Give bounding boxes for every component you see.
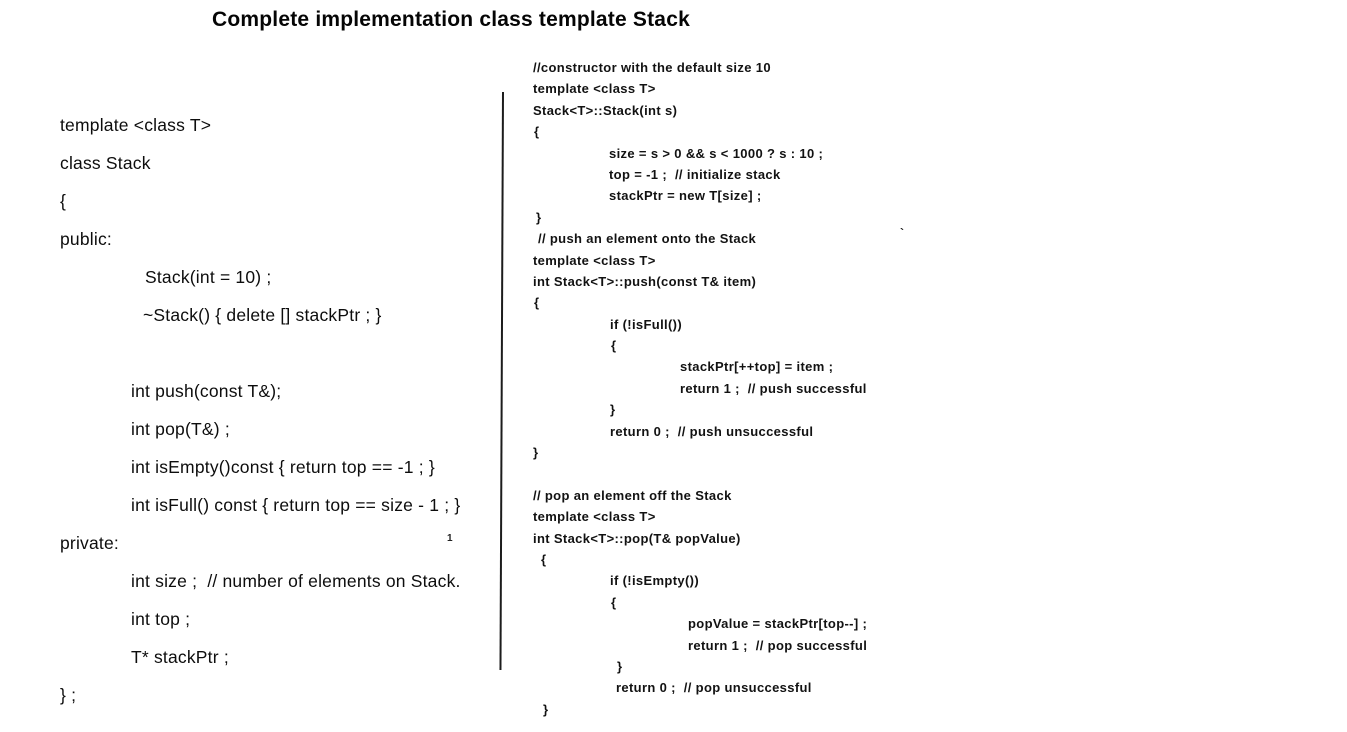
code-line: }	[543, 701, 549, 717]
code-line: return 0 ; // pop unsuccessful	[616, 680, 812, 696]
code-line: Stack<T>::Stack(int s)	[533, 102, 678, 118]
code-line: template <class T>	[533, 81, 656, 97]
code-line: popValue = stackPtr[top--] ;	[688, 616, 868, 632]
code-line: int top ;	[131, 609, 191, 629]
code-line: size = s > 0 && s < 1000 ? s : 10 ;	[609, 145, 824, 161]
code-line: template <class T>	[533, 252, 656, 268]
code-line: int isFull() const { return top == size - 1 ; }	[131, 495, 461, 515]
code-line: }	[536, 209, 542, 225]
code-line: int isEmpty()const { return top == -1 ; }	[131, 457, 435, 477]
code-line: {	[611, 594, 617, 610]
code-line: if (!isEmpty())	[610, 573, 700, 589]
code-line: ~Stack() { delete [] stackPtr ; }	[143, 305, 382, 325]
code-line: {	[534, 124, 540, 140]
code-line: int Stack<T>::push(const T& item)	[533, 273, 757, 289]
class-declaration-code	[60, 106, 500, 714]
code-line: if (!isFull())	[610, 316, 683, 332]
page-title: Complete implementation class template Stack	[212, 8, 690, 31]
code-line: {	[534, 295, 540, 311]
code-line: } ;	[60, 685, 77, 705]
code-line: int push(const T&);	[131, 381, 282, 401]
code-line: // push an element onto the Stack	[538, 231, 757, 247]
code-line: // pop an element off the Stack	[533, 487, 732, 503]
code-line: {	[60, 191, 67, 211]
code-line: {	[611, 338, 617, 354]
code-line: }	[533, 445, 539, 461]
code-line: int Stack<T>::pop(T& popValue)	[533, 530, 741, 546]
code-line: int size ; // number of elements on Stack.	[131, 571, 461, 591]
code-line	[533, 463, 963, 484]
code-line: template <class T>	[60, 115, 212, 135]
code-line: //constructor with the default size 10	[533, 60, 771, 75]
code-line: return 0 ; // push unsuccessful	[610, 423, 814, 439]
scan-artifact-mark: 1	[447, 533, 453, 544]
code-line: int pop(T&) ;	[131, 419, 230, 439]
code-line: Stack(int = 10) ;	[145, 267, 272, 287]
code-line: return 1 ; // pop successful	[688, 637, 868, 653]
code-line: stackPtr = new T[size] ;	[609, 188, 762, 204]
code-line: top = -1 ; // initialize stack	[609, 166, 781, 182]
code-line: class Stack	[60, 153, 151, 173]
code-line: }	[610, 402, 616, 418]
code-line: stackPtr[++top] = item ;	[680, 359, 834, 375]
scan-artifact-tick: `	[900, 226, 904, 240]
code-line: template <class T>	[533, 509, 656, 525]
code-line	[60, 334, 500, 372]
code-line: T* stackPtr ;	[131, 647, 229, 667]
code-line: private:	[60, 533, 119, 553]
code-line: }	[617, 658, 623, 674]
implementation-code	[533, 57, 963, 720]
code-line: public:	[60, 229, 112, 249]
code-line: return 1 ; // push successful	[680, 380, 867, 396]
column-divider	[499, 92, 504, 670]
code-line: {	[541, 551, 547, 567]
